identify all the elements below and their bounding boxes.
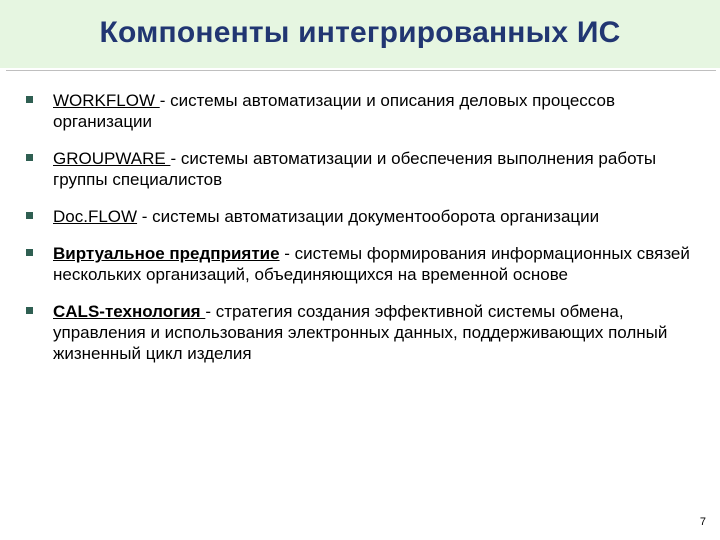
- square-bullet-icon: [26, 212, 33, 219]
- definition-docflow: - системы автоматизации документооборота организации: [137, 207, 600, 226]
- definition-cals: - стратегия создания эффективной системы обмена, управления и использования электронных данных, поддерживающих полный жизненный цикл изделия: [53, 302, 668, 363]
- list-item-docflow: [24, 206, 704, 227]
- square-bullet-icon: [26, 96, 33, 103]
- definition-groupware: - системы автоматизации и обеспечения выполнения работы группы специалистов: [53, 149, 657, 189]
- term-groupware: GROUPWARE: [53, 149, 171, 168]
- list-item-workflow: [24, 90, 704, 132]
- list-item-cals: [24, 301, 704, 364]
- term-cals: CALS-технология: [53, 302, 206, 321]
- square-bullet-icon: [26, 249, 33, 256]
- term-docflow: Doc.FLOW: [53, 207, 138, 226]
- title-divider: [6, 70, 716, 71]
- list-item-groupware: [24, 148, 704, 190]
- definition-virtual-enterprise: - системы формирования информационных связей нескольких организаций, объединяющихся на временной основе: [53, 244, 690, 284]
- square-bullet-icon: [26, 154, 33, 161]
- square-bullet-icon: [26, 307, 33, 314]
- term-virtual-enterprise: Виртуальное предприятие: [53, 244, 280, 263]
- list-item-virtual-enterprise: [24, 243, 704, 285]
- bullet-list: [24, 90, 704, 380]
- term-workflow: WORKFLOW: [53, 91, 160, 110]
- definition-workflow: - системы автоматизации и описания деловых процессов организации: [53, 91, 615, 131]
- slide-title: Компоненты интегрированных ИС: [99, 16, 621, 49]
- page-number: 7: [699, 516, 706, 528]
